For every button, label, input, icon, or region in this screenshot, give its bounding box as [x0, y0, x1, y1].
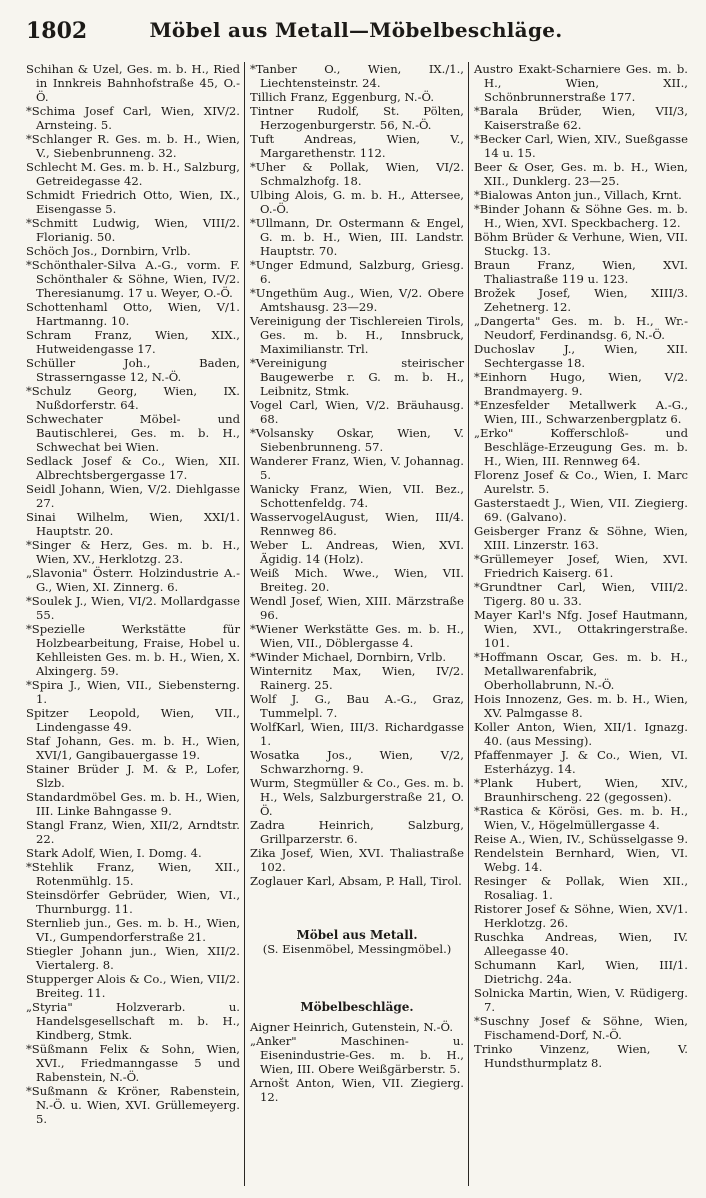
directory-entry: *Barala Brüder, Wien, VII/3, Kaiserstraße 62.: [474, 104, 688, 132]
directory-entry: Tintner Rudolf, St. Pölten, Herzogenburgerstr. 56, N.-Ö.: [250, 104, 464, 132]
directory-entry: Zadra Heinrich, Salzburg, Grillparzerstr. 6.: [250, 818, 464, 846]
directory-entry: *Hoffmann Oscar, Ges. m. b. H., Metallwarenfabrik, Oberhollabrunn, N.-Ö.: [474, 650, 688, 692]
directory-entry: *Winder Michael, Dornbirn, Vrlb.: [250, 650, 447, 664]
directory-entry: Geisberger Franz & Söhne, Wien, XIII. Linzerstr. 163.: [474, 524, 688, 552]
directory-entry: Schmidt Friedrich Otto, Wien, IX., Eisengasse 5.: [26, 188, 240, 216]
directory-entry: Schwechater Möbel- und Bautischlerei, Ges. m. b. H., Schwechat bei Wien.: [26, 412, 240, 454]
directory-entry: Wanderer Franz, Wien, V. Johannag. 5.: [250, 454, 464, 482]
directory-entry: Steinsdörfer Gebrüder, Wien, VI., Thurnburgg. 11.: [26, 888, 240, 916]
directory-entry: Sinai Wilhelm, Wien, XXI/1. Hauptstr. 20.: [26, 510, 240, 538]
directory-entry: *Plank Hubert, Wien, XIV., Braunhirscheng. 22 (gegossen).: [474, 776, 688, 804]
directory-entry: Wurm, Stegmüller & Co., Ges. m. b. H., Wels, Salzburgerstraße 21, O. Ö.: [250, 776, 464, 818]
column-divider: [244, 62, 245, 1186]
directory-entry: Ruschka Andreas, Wien, IV. Alleegasse 40.: [474, 930, 688, 958]
directory-entry: „Dangerta" Ges. m. b. H., Wr.-Neudorf, Ferdinandsg. 6, N.-Ö.: [474, 314, 688, 342]
column-2-entries-fittings: [250, 1020, 464, 1104]
directory-entry: Schram Franz, Wien, XIX., Hutweidengasse 17.: [26, 328, 240, 356]
directory-entry: Beer & Oser, Ges. m. b. H., Wien, XII., Dunklerg. 23—25.: [474, 160, 688, 188]
directory-entry: Stangl Franz, Wien, XII/2, Arndtstr. 22.: [26, 818, 240, 846]
directory-entry: *Becker Carl, Wien, XIV., Sueßgasse 14 u. 15.: [474, 132, 688, 160]
directory-entry: „Anker" Maschinen- u. Eisenindustrie-Ges. m. b. H., Wien, III. Obere Weißgärberstr. 5.: [250, 1034, 464, 1076]
directory-entry: Schottenhaml Otto, Wien, V/1. Hartmanng. 10.: [26, 300, 240, 328]
directory-entry: *Binder Johann & Söhne Ges. m. b. H., Wien, XVI. Speckbacherg. 12.: [474, 202, 688, 230]
directory-entry: *Tanber O., Wien, IX./1., Liechtensteinstr. 24.: [250, 62, 464, 90]
directory-entry: Ulbing Alois, G. m. b. H., Attersee, O.-Ö.: [250, 188, 464, 216]
directory-entry: Resinger & Pollak, Wien XII., Rosaliag. 1.: [474, 874, 688, 902]
directory-entry: „Slavonia" Österr. Holzindustrie A.-G., Wien, XI. Zinnerg. 6.: [26, 566, 240, 594]
directory-entry: *Schlanger R. Ges. m. b. H., Wien, V., Siebenbrunneng. 32.: [26, 132, 240, 160]
directory-entry: Schlecht M. Ges. m. b. H., Salzburg, Getreidegasse 42.: [26, 160, 240, 188]
directory-entry: Winternitz Max, Wien, IV/2. Rainerg. 25.: [250, 664, 464, 692]
directory-entry: Vogel Carl, Wien, V/2. Bräuhausg. 68.: [250, 398, 464, 426]
section-heading-metal-furniture: Möbel aus Metall.: [296, 928, 418, 942]
directory-entry: Weber L. Andreas, Wien, XVI. Ägidig. 14 (Holz).: [250, 538, 464, 566]
directory-entry: *Volsansky Oskar, Wien, V. Siebenbrunneng. 57.: [250, 426, 464, 454]
directory-entry: Wosatka Jos., Wien, V/2, Schwarzhorng. 9.: [250, 748, 464, 776]
directory-entry: Stark Adolf, Wien, I. Domg. 4.: [26, 846, 202, 860]
directory-entry: *Schima Josef Carl, Wien, XIV/2. Arnsteing. 5.: [26, 104, 240, 132]
directory-entry: Aigner Heinrich, Gutenstein, N.-Ö.: [250, 1020, 454, 1034]
page-number: 1802: [26, 18, 88, 44]
directory-entry: Schüller Joh., Baden, Strasserngasse 12, N.-Ö.: [26, 356, 240, 384]
directory-entry: WolfKarl, Wien, III/3. Richardgasse 1.: [250, 720, 464, 748]
directory-entry: Schihan & Uzel, Ges. m. b. H., Ried in Innkreis Bahnhofstraße 45, O.-Ö.: [26, 62, 240, 104]
directory-entry: Austro Exakt-Scharniere Ges. m. b. H., Wien, XII., Schönbrunnerstraße 177.: [474, 62, 688, 104]
column-1: [26, 62, 240, 1186]
directory-entry: *Grüllemeyer Josef, Wien, XVI. Friedrich Kaiserg. 61.: [474, 552, 688, 580]
directory-entry: Wendl Josef, Wien, XIII. Märzstraße 96.: [250, 594, 464, 622]
running-head: Möbel aus Metall—Möbelbeschläge.: [149, 18, 563, 42]
directory-entry: *Uher & Pollak, Wien, VI/2. Schmalzhofg. 18.: [250, 160, 464, 188]
directory-entry: Gasterstaedt J., Wien, VII. Ziegierg. 69. (Galvano).: [474, 496, 688, 524]
directory-entry: Stupperger Alois & Co., Wien, VII/2. Breiteg. 11.: [26, 972, 240, 1000]
directory-entry: Hois Innozenz, Ges. m. b. H., Wien, XV. Palmgasse 8.: [474, 692, 688, 720]
directory-entry: Trinko Vinzenz, Wien, V. Hundsthurmplatz 8.: [474, 1042, 688, 1070]
directory-entry: Sedlack Josef & Co., Wien, XII. Albrechtsbergergasse 17.: [26, 454, 240, 482]
section-note: (S. Eisenmöbel, Messingmöbel.): [262, 942, 452, 956]
directory-entry: *Ungethüm Aug., Wien, V/2. Obere Amtshausg. 23—29.: [250, 286, 464, 314]
directory-entry: Mayer Karl's Nfg. Josef Hautmann, Wien, XVI., Ottakringerstraße. 101.: [474, 608, 688, 650]
directory-entry: Koller Anton, Wien, XII/1. Ignazg. 40. (aus Messing).: [474, 720, 688, 748]
directory-entry: Wanicky Franz, Wien, VII. Bez., Schottenfeldg. 74.: [250, 482, 464, 510]
directory-entry: *Spezielle Werkstätte für Holzbearbeitung, Fraise, Hobel u. Kehlleisten Ges. m. b. H., Wien, X. Alxingerg. 59.: [26, 622, 240, 678]
section-spacer: [250, 960, 464, 990]
directory-entry: WasservogelAugust, Wien, III/4. Rennweg 86.: [250, 510, 464, 538]
directory-entry: Schumann Karl, Wien, III/1. Dietrichg. 24a.: [474, 958, 688, 986]
directory-entry: Pfaffenmayer J. & Co., Wien, VI. Esterházyg. 14.: [474, 748, 688, 776]
directory-entry: *Sußmann & Kröner, Rabenstein, N.-Ö. u. Wien, XVI. Grüllemeyerg. 5.: [26, 1084, 240, 1126]
directory-entry: Solnicka Martin, Wien, V. Rüdigerg. 7.: [474, 986, 688, 1014]
directory-entry: *Ullmann, Dr. Ostermann & Engel, G. m. b. H., Wien, III. Landstr. Hauptstr. 70.: [250, 216, 464, 258]
directory-entry: *Spira J., Wien, VII., Siebensterng. 1.: [26, 678, 240, 706]
directory-page: [26, 62, 690, 1186]
directory-entry: *Bialowas Anton jun., Villach, Krnt.: [474, 188, 682, 202]
section-spacer: [250, 888, 464, 918]
directory-entry: Zoglauer Karl, Absam, P. Hall, Tirol.: [250, 874, 462, 888]
directory-entry: Böhm Brüder & Verhune, Wien, VII. Stuckg. 13.: [474, 230, 688, 258]
directory-entry: Stiegler Johann jun., Wien, XII/2. Viertalerg. 8.: [26, 944, 240, 972]
directory-entry: *Rastica & Körösi, Ges. m. b. H., Wien, V., Högelmüllergasse 4.: [474, 804, 688, 832]
directory-entry: Seidl Johann, Wien, V/2. Diehlgasse 27.: [26, 482, 240, 510]
directory-entry: Vereinigung der Tischlereien Tirols, Ges. m. b. H., Innsbruck, Maximilianstr. Trl.: [250, 314, 464, 356]
directory-entry: *Suschny Josef & Söhne, Wien, Fischamend-Dorf, N.-Ö.: [474, 1014, 688, 1042]
directory-entry: Duchoslav J., Wien, XII. Sechtergasse 18.: [474, 342, 688, 370]
directory-entry: Tuft Andreas, Wien, V., Margarethenstr. 112.: [250, 132, 464, 160]
directory-entry: *Schulz Georg, Wien, IX. Nußdorferstr. 64.: [26, 384, 240, 412]
directory-entry: Spitzer Leopold, Wien, VII., Lindengasse 49.: [26, 706, 240, 734]
directory-entry: *Schmitt Ludwig, Wien, VIII/2. Florianig. 50.: [26, 216, 240, 244]
directory-entry: Zika Josef, Wien, XVI. Thaliastraße 102.: [250, 846, 464, 874]
page-header: [26, 14, 686, 48]
directory-entry: Tillich Franz, Eggenburg, N.-Ö.: [250, 90, 435, 104]
directory-entry: Stainer Brüder J. M. & P., Lofer, Slzb.: [26, 762, 240, 790]
directory-entry: Staf Johann, Ges. m. b. H., Wien, XVI/1, Gangibauergasse 19.: [26, 734, 240, 762]
directory-entry: Reise A., Wien, IV., Schüsselgasse 9.: [474, 832, 689, 846]
directory-entry: *Soulek J., Wien, VI/2. Mollardgasse 55.: [26, 594, 240, 622]
directory-entry: *Grundtner Carl, Wien, VIII/2. Tigerg. 80 u. 33.: [474, 580, 688, 608]
column-2: [250, 62, 464, 1186]
directory-entry: „Erko" Kofferschloß- und Beschläge-Erzeugung Ges. m. b. H., Wien, III. Rennweg 64.: [474, 426, 688, 468]
directory-entry: Standardmöbel Ges. m. b. H., Wien, III. Linke Bahngasse 9.: [26, 790, 240, 818]
directory-entry: Weiß Mich. Wwe., Wien, VII. Breiteg. 20.: [250, 566, 464, 594]
directory-entry: Braun Franz, Wien, XVI. Thaliastraße 119 u. 123.: [474, 258, 688, 286]
directory-entry: *Enzesfelder Metallwerk A.-G., Wien, III., Schwarzenbergplatz 6.: [474, 398, 688, 426]
directory-entry: „Styria" Holzverarb. u. Handelsgesellschaft m. b. H., Kindberg, Stmk.: [26, 1000, 240, 1042]
directory-entry: *Einhorn Hugo, Wien, V/2. Brandmayerg. 9.: [474, 370, 688, 398]
directory-entry: Schöch Jos., Dornbirn, Vrlb.: [26, 244, 191, 258]
directory-entry: Brožek Josef, Wien, XIII/3. Zehetnerg. 12.: [474, 286, 688, 314]
directory-entry: *Unger Edmund, Salzburg, Griesg. 6.: [250, 258, 464, 286]
directory-entry: Ristorer Josef & Söhne, Wien, XV/1. Herklotzg. 26.: [474, 902, 688, 930]
directory-entry: *Stehlik Franz, Wien, XII., Rotenmühlg. 15.: [26, 860, 240, 888]
directory-entry: Florenz Josef & Co., Wien, I. Marc Aurelstr. 5.: [474, 468, 688, 496]
directory-entry: Wolf J. G., Bau A.-G., Graz, Tummelpl. 7.: [250, 692, 464, 720]
directory-entry: *Singer & Herz, Ges. m. b. H., Wien, XV., Herklotzg. 23.: [26, 538, 240, 566]
directory-entry: *Schönthaler-Silva A.-G., vorm. F. Schönthaler & Söhne, Wien, IV/2. Theresianumg. 17 u. Weyer, O.-Ö.: [26, 258, 240, 300]
directory-entry: Rendelstein Bernhard, Wien, VI. Webg. 14.: [474, 846, 688, 874]
column-3: [474, 62, 688, 1186]
directory-entry: *Süßmann Felix & Sohn, Wien, XVI., Friedmanngasse 5 und Rabenstein, N.-Ö.: [26, 1042, 240, 1084]
section-heading-furniture-fittings: Möbelbeschläge.: [300, 1000, 414, 1014]
column-divider: [468, 62, 469, 1186]
column-2-entries: [250, 62, 464, 888]
directory-entry: *Vereinigung steirischer Baugewerbe r. G. m. b. H., Leibnitz, Stmk.: [250, 356, 464, 398]
directory-entry: Arnošt Anton, Wien, VII. Ziegierg. 12.: [250, 1076, 464, 1104]
directory-entry: *Wiener Werkstätte Ges. m. b. H., Wien, VII., Döblergasse 4.: [250, 622, 464, 650]
directory-entry: Sternlieb jun., Ges. m. b. H., Wien, VI., Gumpendorferstraße 21.: [26, 916, 240, 944]
